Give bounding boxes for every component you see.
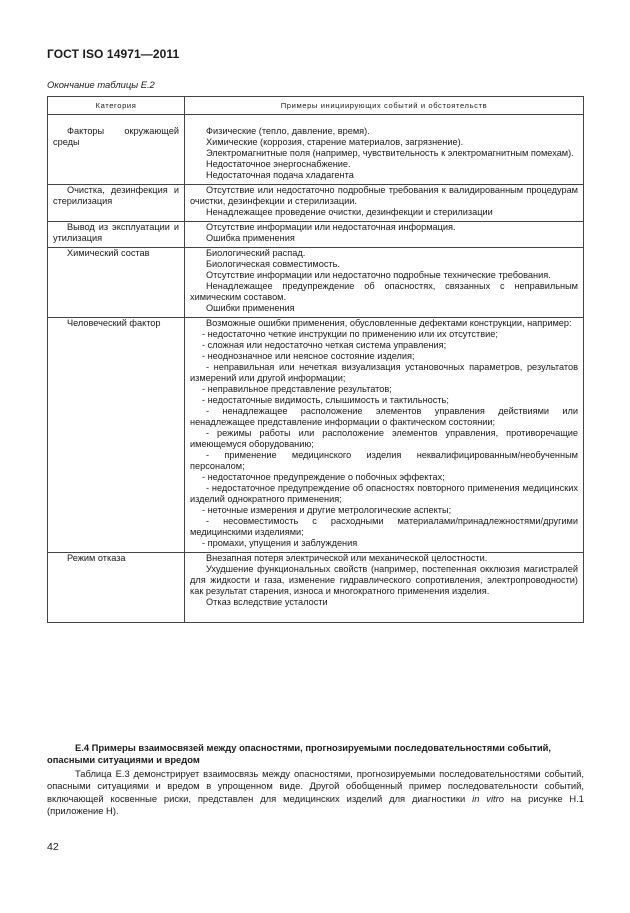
category-text: Химический состав	[67, 248, 150, 258]
example-bullet: - неточные измерения и другие метрологические аспекты;	[202, 505, 452, 515]
example-item: Химические (коррозия, старение материалов, загрязнение).	[206, 137, 464, 147]
example-item: Отсутствие информации или недостаточно подробные технические требования.	[206, 270, 551, 280]
example-bullet: - неоднозначное или неясное состояние изделия;	[202, 351, 415, 361]
table-header-row	[48, 97, 584, 115]
table-row	[48, 553, 584, 623]
hazards-table	[47, 96, 584, 623]
example-bullet: - промахи, упущения и заблуждения	[202, 538, 358, 548]
paragraph-italic-term: in vitro	[472, 792, 504, 804]
example-bullet: - неправильная или нечеткая визуализация установочных параметров, результатов измерений или другой информации;	[190, 362, 578, 383]
examples-cell	[185, 222, 584, 248]
example-item: Внезапная потеря электрической или механической целостности.	[206, 553, 488, 563]
example-bullet: - неправильное представление результатов;	[202, 384, 392, 394]
example-bullet: - недостаточное предупреждение о побочных эффектах;	[202, 472, 445, 482]
table-row	[48, 126, 584, 185]
category-text: Режим отказа	[67, 553, 126, 563]
example-bullet: - режимы работы или расположение элементов управления, противоречащие имеющемуся оборудованию;	[190, 428, 578, 449]
example-item: Биологическая совместимость.	[206, 259, 340, 269]
example-item: Отсутствие информации или недостаточная информация.	[206, 222, 456, 232]
paragraph-text-end: на рисунке Н.1 (приложение Н).	[47, 792, 584, 817]
column-header-examples: Примеры инициирующих событий и обстоятельств	[185, 97, 584, 115]
category-text: Вывод из эксплуатации и утилизация	[53, 222, 179, 243]
examples-cell	[185, 248, 584, 318]
example-item: Недостаточное энергоснабжение.	[206, 159, 351, 169]
table-row	[48, 318, 584, 553]
category-cell	[48, 553, 185, 623]
table-caption: Окончание таблицы Е.2	[47, 79, 155, 90]
example-item: Ухудшение функциональных свойств (например, постепенная окклюзия магистралей для жидкости и газа, изменение гидравлического сопротивления, электропроводности) как результат старения, износа и многократного применения изделия.	[190, 564, 578, 596]
category-cell	[48, 222, 185, 248]
example-item: Недостаточная подача хладагента	[206, 170, 354, 180]
example-item: Ненадлежащее проведение очистки, дезинфекции и стерилизации	[206, 207, 493, 217]
table-row	[48, 222, 584, 248]
example-item: Биологический распад.	[206, 248, 306, 258]
examples-cell	[185, 553, 584, 623]
table-row	[48, 185, 584, 222]
example-item: Отказ вследствие усталости	[206, 597, 328, 607]
examples-cell	[185, 185, 584, 222]
examples-cell	[185, 126, 584, 185]
example-item: Ошибка применения	[206, 233, 295, 243]
section-paragraph	[47, 768, 584, 818]
example-bullet: - недостаточно четкие инструкции по применению или их отсутствие;	[202, 329, 498, 339]
category-cell	[48, 248, 185, 318]
paragraph-text: Таблица Е.3 демонстрирует взаимосвязь между опасностями, прогнозируемыми последовательностями событий, опасными ситуациями и вредом в упрощенном виде. Другой обобщенный пример последовательности событий, включающей косвенные риски, представлен для медицинских изделий для диагностики	[47, 768, 584, 804]
example-item: Электромагнитные поля (например, чувствительность к электромагнитным помехам).	[206, 148, 574, 158]
page-number: 42	[47, 841, 59, 853]
table-row	[48, 248, 584, 318]
example-bullet: - несовместимость с расходными материалами/принадлежностями/другими медицинскими изделиями;	[190, 516, 578, 537]
standard-designation: ГОСТ ISO 14971—2011	[47, 47, 180, 61]
category-text: Факторы окружающей среды	[53, 126, 179, 147]
column-header-category: Категория	[48, 97, 185, 115]
example-item: Ошибки применения	[206, 303, 295, 313]
section-heading: Е.4 Примеры взаимосвязей между опасностями, прогнозируемыми последовательностями событий, опасными ситуациями и вредом	[47, 742, 551, 765]
example-item: Ненадлежащее предупреждение об опасностях, связанных с неправильным химическим составом.	[190, 281, 578, 302]
category-text: Человеческий фактор	[67, 318, 161, 328]
category-text: Очистка, дезинфекция и стерилизация	[53, 185, 179, 206]
example-bullet: - ненадлежащее расположение элементов управления действиями или ненадлежащее представление информации о фактическом состоянии;	[190, 406, 578, 427]
category-cell	[48, 318, 185, 553]
category-cell	[48, 126, 185, 185]
example-item: Отсутствие или недостаточно подробные требования к валидированным процедурам очистки, дезинфекции и стерилизации.	[190, 185, 578, 206]
example-bullet: - недостаточные видимость, слышимость и тактильность;	[202, 395, 449, 405]
example-bullet: - недостаточное предупреждение об опасностях повторного применения медицинских изделий однократного применения;	[190, 483, 578, 504]
example-bullet: - применение медицинского изделия неквалифицированным/необученным персоналом;	[190, 450, 578, 471]
example-bullet: - сложная или недостаточно четкая система управления;	[202, 340, 447, 350]
category-cell	[48, 185, 185, 222]
example-item: Физические (тепло, давление, время).	[206, 126, 370, 136]
example-intro: Возможные ошибки применения, обусловленные дефектами конструкции, например:	[206, 318, 572, 328]
examples-cell	[185, 318, 584, 553]
